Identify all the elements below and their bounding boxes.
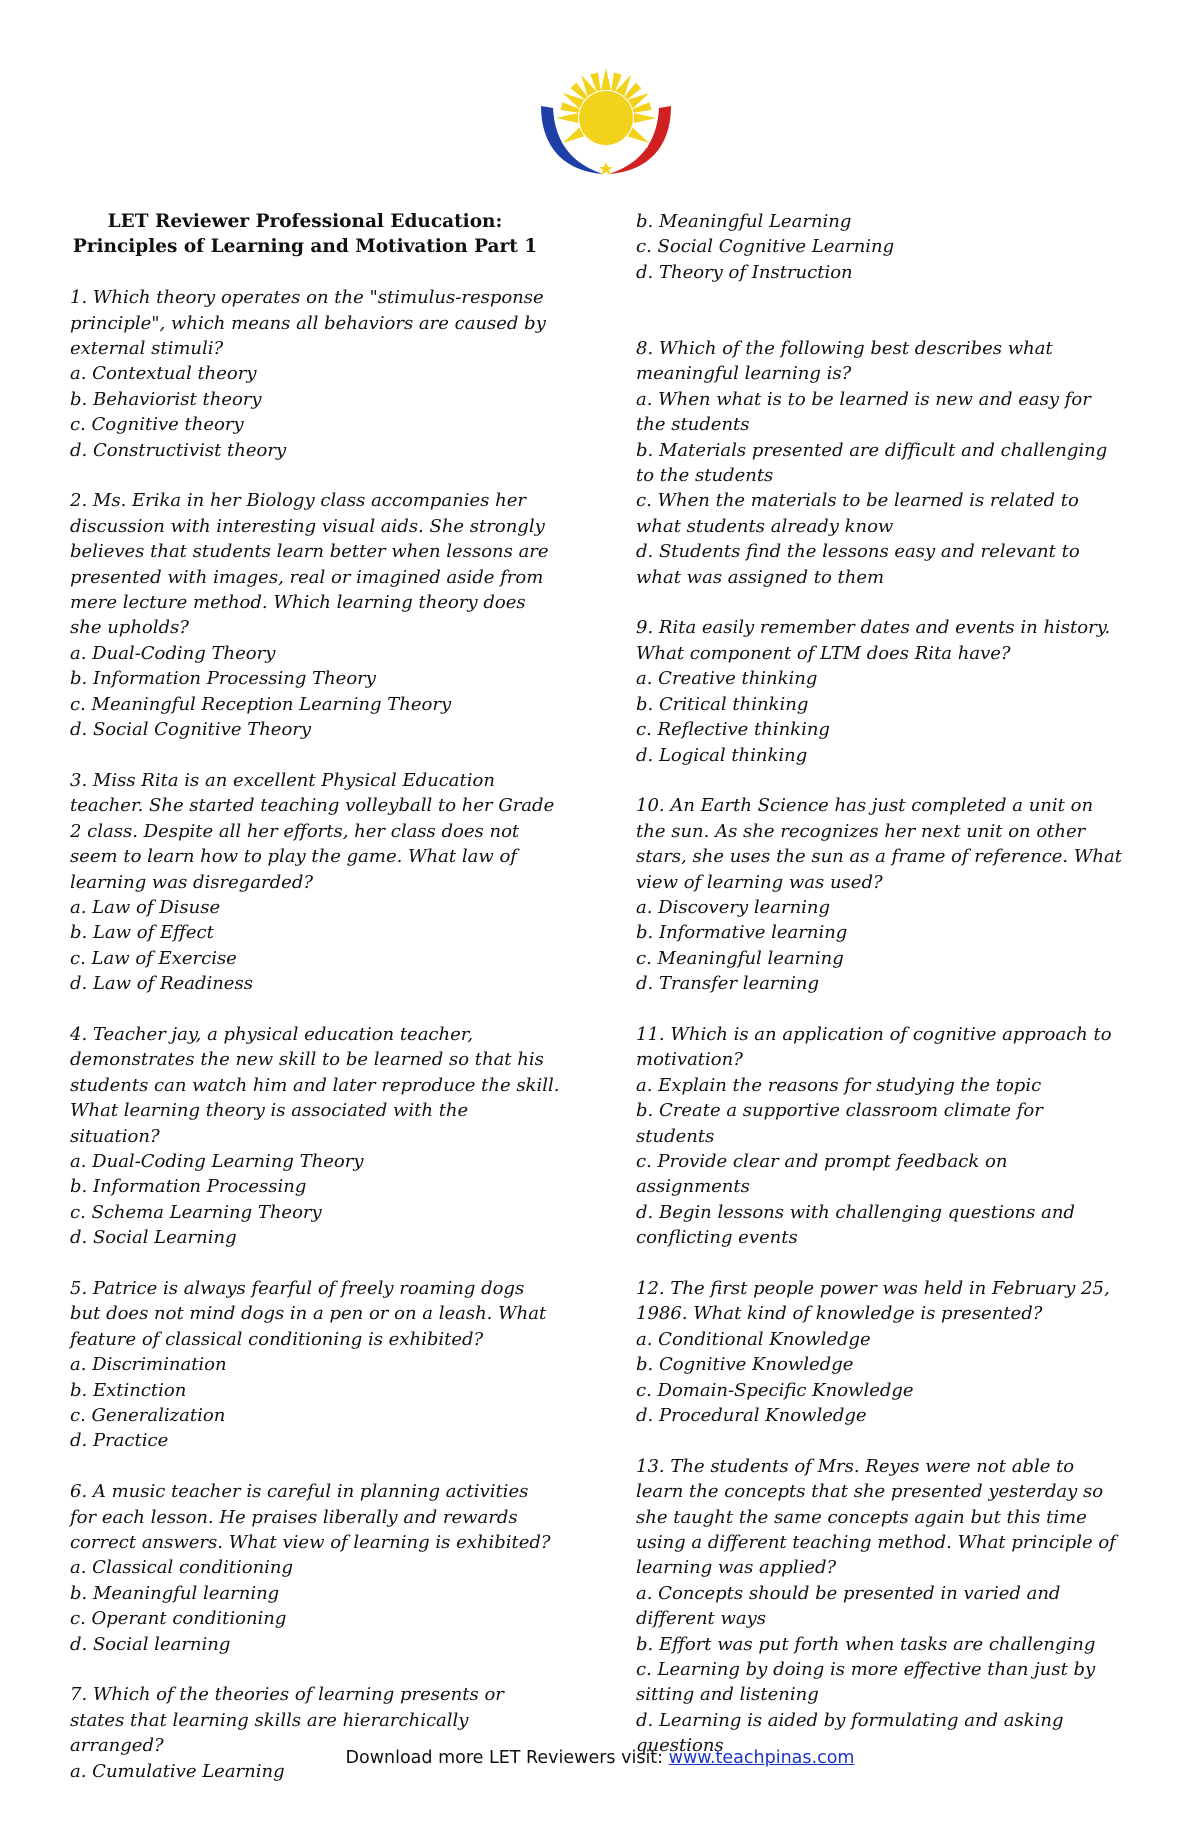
- footer: [0, 1748, 1200, 1768]
- answer-choice: c. Social Cognitive Learning: [636, 236, 895, 258]
- footer-link[interactable]: www.teachpinas.com: [668, 1748, 855, 1768]
- question-stem: 8. Which of the following best describes what meaningful learning is?: [636, 338, 1053, 385]
- answer-choice: b. Informative learning: [636, 922, 848, 944]
- question-stem: 11. Which is an application of cognitive approach to motivation?: [636, 1023, 1112, 1071]
- answer-choice: c. Reflective thinking: [636, 719, 830, 741]
- answer-choice: c. Law of Exercise: [70, 947, 237, 969]
- answer-choice: b. Create a supportive classroom climate for students: [636, 1100, 1043, 1147]
- answer-choice: b. Materials presented are difficult and challenging to the students: [636, 439, 1108, 487]
- question-stem: 1. Which theory operates on the "stimulus-response principle", which means all behaviors are caused by external stimuli?: [70, 287, 546, 360]
- answer-choice: b. Extinction: [70, 1379, 187, 1401]
- question-block: [70, 488, 560, 742]
- question-stem: 5. Patrice is always fearful of freely roaming dogs but does not mind dogs in a pen or on a leash. What feature of classical conditioning is exhibited?: [70, 1277, 547, 1350]
- question-block: [70, 1479, 560, 1657]
- question-stem: 7. Which of the theories of learning presents or states that learning skills are hierarchically arranged?: [70, 1684, 504, 1757]
- answer-choice: b. Effort was put forth when tasks are challenging: [636, 1633, 1096, 1655]
- answer-choice: d. Social Cognitive Theory: [70, 719, 312, 741]
- answer-choice: d. Social learning: [70, 1633, 231, 1655]
- question-block: [636, 1454, 1126, 1759]
- answer-choice: a. When what is to be learned is new and easy for the students: [636, 388, 1091, 436]
- answer-choice: a. Conditional Knowledge: [636, 1328, 871, 1350]
- question-stem: 3. Miss Rita is an excellent Physical Education teacher. She started teaching volleyball to her Grade 2 class. Despite all her efforts, her class does not seem to learn how to play the game. What law of learning was disregarded?: [70, 769, 555, 893]
- answer-choice: b. Meaningful learning: [70, 1582, 280, 1604]
- question-block: [636, 793, 1126, 996]
- answer-choice: a. Explain the reasons for studying the topic: [636, 1074, 1042, 1096]
- question-block: [70, 1276, 560, 1454]
- question-stem: 10. An Earth Science has just completed a unit on the sun. As she recognizes her next unit on other stars, she uses the sun as a frame of reference. What view of learning was used?: [636, 795, 1122, 893]
- answer-choice: c. Generalization: [70, 1405, 226, 1427]
- answer-choice: a. Dual-Coding Learning Theory: [70, 1150, 364, 1172]
- answer-choice: c. Domain-Specific Knowledge: [636, 1379, 914, 1401]
- answer-choice: c. Meaningful learning: [636, 947, 844, 969]
- answer-choice: c. Meaningful Reception Learning Theory: [70, 693, 452, 715]
- title-line-1: LET Reviewer Professional Education:: [107, 211, 503, 232]
- page-title: [70, 209, 540, 260]
- answer-choice: d. Practice: [70, 1430, 169, 1452]
- question-block: [70, 1682, 560, 1784]
- answer-choice: a. Dual-Coding Theory: [70, 642, 276, 664]
- right-column: [636, 209, 1126, 1784]
- answer-choice: d. Theory of Instruction: [636, 261, 853, 283]
- answer-choice: b. Information Processing: [70, 1176, 307, 1198]
- question-stem: 2. Ms. Erika in her Biology class accompanies her discussion with interesting visual aids. She strongly believes that students learn better when lessons are presented with images, real or imagined aside from mere lecture method. Which learning theory does she upholds?: [70, 490, 549, 639]
- answer-choice: c. Provide clear and prompt feedback on assignments: [636, 1150, 1008, 1198]
- answer-choice: b. Information Processing Theory: [70, 668, 376, 690]
- question-block: [636, 1276, 1126, 1428]
- answer-choice: d. Procedural Knowledge: [636, 1405, 867, 1427]
- answer-choice: c. Schema Learning Theory: [70, 1201, 322, 1223]
- star-icon: [599, 162, 613, 175]
- answer-choice: d. Begin lessons with challenging questions and conflicting events: [636, 1201, 1075, 1249]
- answer-choice: b. Behaviorist theory: [70, 388, 262, 410]
- answer-choice: b. Law of Effect: [70, 922, 214, 944]
- question-block: [636, 336, 1126, 590]
- answer-choice: d. Transfer learning: [636, 973, 819, 995]
- answer-choice: d. Learning is aided by formulating and asking questions: [636, 1709, 1064, 1757]
- answer-choice: d. Social Learning: [70, 1227, 237, 1249]
- answer-choice: d. Logical thinking: [636, 744, 808, 766]
- logo-text-right: Pinas: [629, 142, 649, 150]
- logo-text-left: Teach: [565, 142, 586, 150]
- answer-choice: c. Cognitive theory: [70, 414, 244, 436]
- column-gap: [636, 285, 1126, 336]
- question-stem: 12. The first people power was held in February 25, 1986. What kind of knowledge is presented?: [636, 1277, 1110, 1325]
- question-block: [70, 285, 560, 463]
- question-stem: 4. Teacher jay, a physical education teacher, demonstrates the new skill to be learned so that his students can watch him and later reproduce the skill. What learning theory is associated with the situation?: [70, 1023, 560, 1147]
- question-stem: 9. Rita easily remember dates and events in history. What component of LTM does Rita have?: [636, 617, 1111, 664]
- question-stem: 6. A music teacher is careful in planning activities for each lesson. He praises liberally and rewards correct answers. What view of learning is exhibited?: [70, 1481, 551, 1554]
- answer-choice: a. Discovery learning: [636, 896, 831, 918]
- footer-text: Download more LET Reviewers visit:: [345, 1748, 669, 1768]
- answer-choice: a. Creative thinking: [636, 668, 818, 690]
- answer-choice: b. Critical thinking: [636, 693, 809, 715]
- title-line-2: Principles of Learning and Motivation Part 1: [72, 236, 538, 258]
- answer-choice: c. When the materials to be learned is related to what students already know: [636, 490, 1079, 537]
- answer-choice: a. Law of Disuse: [70, 896, 221, 918]
- question-block: [70, 1022, 560, 1251]
- answer-choice: a. Classical conditioning: [70, 1557, 294, 1579]
- answer-choice: b. Meaningful Learning: [636, 211, 852, 232]
- question-block: [70, 768, 560, 997]
- answer-choice: d. Students find the lessons easy and relevant to what was assigned to them: [636, 541, 1080, 588]
- question-block: [636, 1022, 1126, 1251]
- answer-choice: c. Learning by doing is more effective than just by sitting and listening: [636, 1659, 1096, 1706]
- answer-choice: d. Constructivist theory: [70, 439, 287, 461]
- question-7-continuation: [636, 209, 1126, 285]
- answer-choice: c. Operant conditioning: [70, 1608, 287, 1630]
- question-block: [636, 615, 1126, 767]
- answer-choice: a. Concepts should be presented in varied and different ways: [636, 1582, 1061, 1630]
- sun-rays-icon: [556, 68, 656, 147]
- left-column: [70, 209, 560, 1809]
- answer-choice: a. Cumulative Learning: [70, 1760, 285, 1782]
- answer-choice: b. Cognitive Knowledge: [636, 1354, 854, 1376]
- question-list-right: [636, 336, 1126, 1759]
- answer-choice: d. Law of Readiness: [70, 973, 253, 995]
- teachpinas-logo: [533, 66, 679, 178]
- answer-choice: a. Contextual theory: [70, 363, 257, 385]
- question-list-left: [70, 285, 560, 1784]
- question-stem: 13. The students of Mrs. Reyes were not able to learn the concepts that she presented yesterday so she taught the same concepts again but this time using a different teaching method. What principle of learning was applied?: [636, 1455, 1116, 1579]
- answer-choice: a. Discrimination: [70, 1354, 227, 1376]
